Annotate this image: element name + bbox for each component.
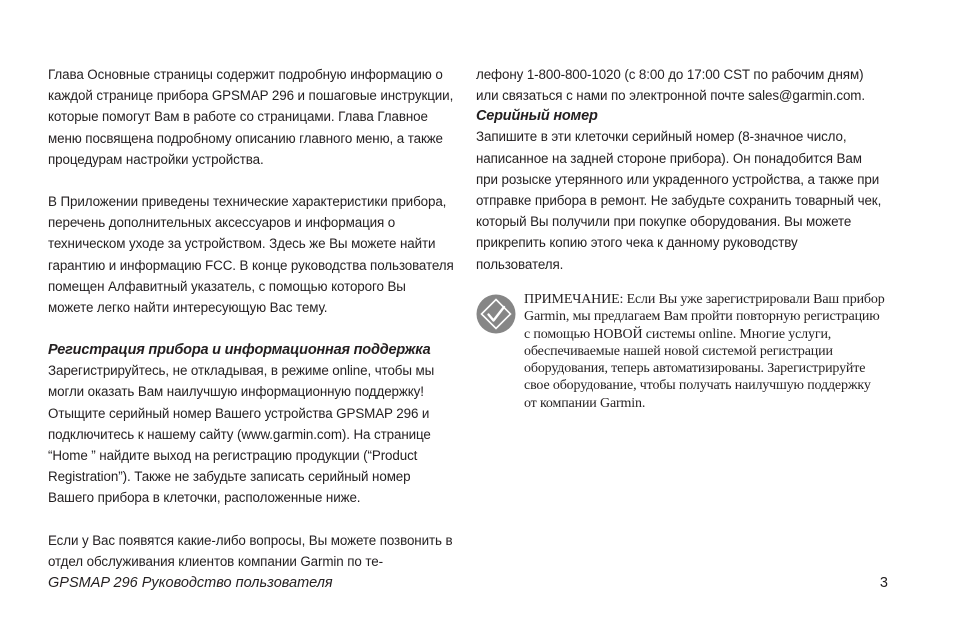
- intro-paragraph: Глава Основные страницы содержит подробную информацию о каждой странице прибора GPSMAP 296 и пошаговые инструкции, которые помогут Вам в работе со страницами. Глава Главное меню посвящена подробному описанию главного меню, а также процедурам настройки устройства.: [48, 67, 454, 167]
- note-text: ПРИМЕЧАНИЕ: Если Вы уже зарегистрировали Ваш прибор Garmin, мы предлагаем Вам пройти повторную регистрацию с помощью НОВОЙ системы online. Многие услуги, обеспечиваемые нашей новой системой регистрации оборудования, теперь автоматизированы. Зарегистрируйте свое оборудование, чтобы получать наилучшую поддержку от компании Garmin.: [524, 292, 885, 411]
- left-column: [48, 64, 454, 572]
- contact-paragraph: лефону 1-800-800-1020 (с 8:00 до 17:00 CST по рабочим дням) или связаться с нами по электронной почте sales@garmin.com.: [476, 67, 865, 104]
- questions-paragraph: Если у Вас появятся какие-либо вопросы, Вы можете позвонить в отдел обслуживания клиентов компании Garmin по те-: [48, 532, 453, 569]
- registration-paragraph: Зарегистрируйтесь, не откладывая, в режиме online, чтобы мы могли оказать Вам наилучшую информационную поддержку! Отыщите серийный номер Вашего устройства GPSMAP 296 и подключитесь к нашему сайту (www.garmin.com). На странице “Home ” найдите выход на регистрацию продукции (“Product Registration”). Также не забудьте записать серийный номер Вашего прибора в клеточки, расположенные ниже.: [48, 363, 435, 506]
- registration-note: [476, 291, 886, 412]
- footer-title: GPSMAP 296 Руководство пользователя: [48, 575, 333, 591]
- registration-heading: Регистрация прибора и информационная поддержка: [48, 342, 431, 359]
- note-diamond-check-icon: [476, 294, 516, 334]
- page-number: 3: [879, 575, 888, 591]
- serial-number-paragraph: Запишите в эти клеточки серийный номер (8-значное число, написанное на задней стороне прибора). Он понадобится Вам при розыске утерянного или украденного устройства, а также при отправке прибора в ремонт. Не забудьте сохранить товарный чек, который Вы получили при покупке оборудования. Вы можете прикрепить копию этого чека к данному руководству пользователя.: [476, 129, 882, 272]
- serial-number-heading: Серийный номер: [476, 108, 598, 125]
- right-column: [476, 64, 886, 275]
- appendix-paragraph: В Приложении приведены технические характеристики прибора, перечень дополнительных аксессуаров и информация о техническом уходе за устройством. Здесь же Вы можете найти гарантию и информацию FCC. В конце руководства пользователя помещен Алфавитный указатель, с помощью которого Вы можете легко найти интересующую Вас тему.: [48, 194, 454, 316]
